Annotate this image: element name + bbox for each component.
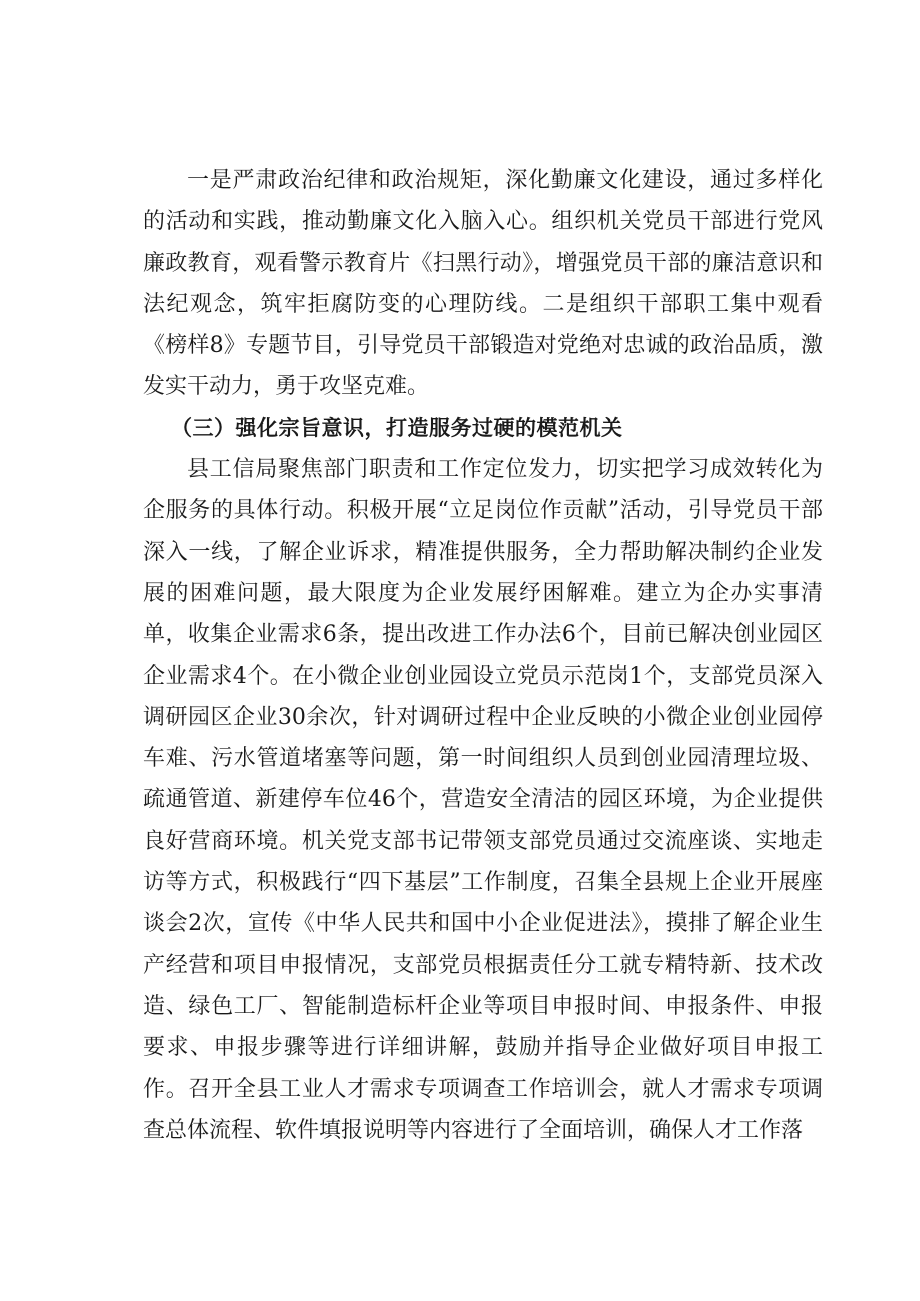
document-body (143, 160, 823, 1151)
section-heading: （三）强化宗旨意识，打造服务过硬的模范机关 (171, 415, 623, 440)
paragraph-enterprise-service: 县工信局聚焦部门职责和工作定位发力，切实把学习成效转化为企服务的具体行动。积极开展“立足岗位作贡献”活动，引导党员干部深入一线，了解企业诉求，精准提供服务，全力帮助解决制约企业发展的困难问题，最大限度为企业发展纾困解难。建立为企办实事清单，收集企业需求6条，提出改进工作办法6个，目前已解决创业园区企业需求4个。在小微企业创业园设立党员示范岗1个，支部党员深入调研园区企业30余次，针对调研过程中企业反映的小微企业创业园停车难、污水管道堵塞等问题，第一时间组织人员到创业园清理垃圾、疏通管道、新建停车位46个，营造安全清洁的园区环境，为企业提供良好营商环境。机关党支部书记带领支部党员通过交流座谈、实地走访等方式，积极践行“四下基层”工作制度，召集全县规上企业开展座谈会2次，宣传《中华人民共和国中小企业促进法》，摸排了解企业生产经营和项目申报情况，支部党员根据责任分工就专精特新、技术改造、绿色工厂、智能制造标杆企业等项目申报时间、申报条件、申报要求、申报步骤等进行详细讲解，鼓励并指导企业做好项目申报工作。召开全县工业人才需求专项调查工作培训会，就人才需求专项调查总体流程、软件填报说明等内容进行了全面培训，确保人才工作落 (143, 457, 823, 1143)
paragraph-integrity-education: 一是严肃政治纪律和政治规矩，深化勤廉文化建设，通过多样化的活动和实践，推动勤廉文化入脑入心。组织机关党员干部进行党风廉政教育，观看警示教育片《扫黑行动》，增强党员干部的廉洁意识和法纪观念，筑牢拒腐防变的心理防线。二是组织干部职工集中观看《榜样8》专题节目，引导党员干部锻造对党绝对忠诚的政治品质，激发实干动力，勇于攻坚克难。 (143, 168, 823, 400)
